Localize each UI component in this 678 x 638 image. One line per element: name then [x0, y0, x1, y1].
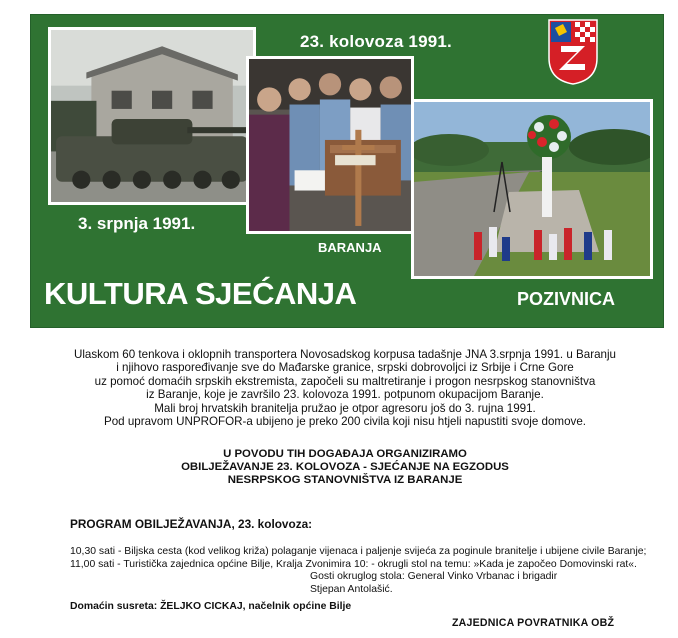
date-top: 23. kolovoza 1991.: [300, 32, 452, 51]
occasion-line: U POVODU TIH DOGAĐAJA ORGANIZIRAMO: [223, 448, 467, 460]
intro-line: uz pomoć domaćih srpskih ekstremista, započeli su maltretiranje i progon nesrpskog stanovništva: [94, 374, 596, 388]
program-list: [70, 546, 650, 596]
program-guests: Stjepan Antolašić.: [310, 583, 393, 595]
invitation-label: POZIVNICA: [517, 289, 616, 309]
intro-line: Ulaskom 60 tenkova i oklopnih transportera Novosadskog korpusa tadašnje JNA 3.srpnja 1991. u Baranju: [73, 348, 616, 361]
occasion-line: OBILJEŽAVANJE 23. KOLOVOZA - SJEĆANJE NA EGZODUS: [181, 461, 509, 473]
intro-line: Mali broj hrvatskih branitelja pružao je otpor agresoru još do 3. rujna 1991.: [154, 401, 536, 415]
intro-line: iz Baranje, koje je završilo 23. kolovoza 1991. potpunom okupacijom Baranje.: [146, 388, 544, 402]
organizer-name: ZAJEDNICA POVRATNIKA OBŽ: [452, 617, 615, 629]
page-title: KULTURA SJEĆANJA: [44, 276, 357, 311]
program-title: PROGRAM OBILJEŽAVANJA, 23. kolovoza:: [70, 517, 313, 531]
intro-line: i njihovo raspoređivanje sve do Mađarske granice, srpski dobrovoljci iz Srbije i Crne Gore: [116, 361, 574, 375]
host-line: Domaćin susreta: ŽELJKO CICKAJ, načelnik općine Bilje: [70, 601, 352, 612]
program-item: 11,00 sati - Turistička zajednica općine Bilje, Kralja Zvonimira 10: - okrugli stol na temu: »Kada je započeo Domovinski rat«.: [70, 558, 637, 570]
photo-funeral: [246, 56, 414, 234]
program-item: 10,30 sati - Biljska cesta (kod velikog križa) polaganje vijenaca i paljenje svijeća za poginule branitelje i ubijene civile Baranje;: [70, 546, 647, 557]
program-guests: Gosti okruglog stola: General Vinko Vrbanac i brigadir: [310, 571, 558, 583]
photo-memorial: [411, 99, 653, 279]
intro-paragraph: [50, 348, 640, 428]
occasion-line: NESRPSKOG STANOVNIŠTVA IZ BARANJE: [227, 474, 463, 486]
intro-line: Pod upravom UNPROFOR-a ubijeno je preko 200 civila koji nisu htjeli napustiti svoje domove.: [103, 415, 586, 429]
croatian-coat-of-arms-icon: [547, 18, 599, 86]
photo-tanks: [48, 27, 256, 205]
place-label: BARANJA: [318, 240, 382, 255]
occasion-heading: [50, 448, 640, 487]
date-left: 3. srpnja 1991.: [78, 214, 196, 233]
